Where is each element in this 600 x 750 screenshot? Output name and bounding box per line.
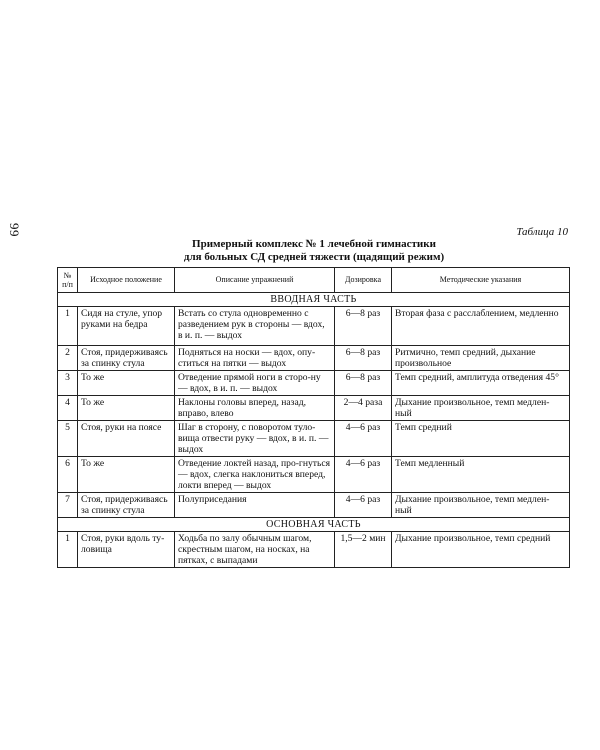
cell-dosage: 6—8 раз: [335, 307, 392, 346]
table-row: [58, 493, 570, 518]
page-number: 99: [7, 223, 22, 237]
cell-description: Шаг в сторону, с поворотом туло-вища отвести руку — вдох, в и. п. — выдох: [175, 421, 335, 457]
table-title: [60, 238, 568, 264]
header-description: Описание упражнений: [175, 268, 335, 293]
cell-position: Стоя, придерживаясь за спинку стула: [78, 346, 175, 371]
cell-num: 4: [58, 396, 78, 421]
cell-num: 1: [58, 532, 78, 568]
table-row: [58, 421, 570, 457]
cell-position: То же: [78, 396, 175, 421]
cell-position: Стоя, руки на поясе: [78, 421, 175, 457]
cell-notes: Темп медленный: [392, 457, 570, 493]
table-row: [58, 457, 570, 493]
exercise-table: [57, 267, 570, 568]
title-line-2: для больных СД средней тяжести (щадящий режим): [183, 251, 445, 263]
section-row: [58, 293, 570, 307]
cell-num: 2: [58, 346, 78, 371]
cell-notes: Дыхание произвольное, темп медлен-ный: [392, 493, 570, 518]
cell-dosage: 4—6 раз: [335, 493, 392, 518]
table-row: [58, 371, 570, 396]
cell-dosage: 4—6 раз: [335, 457, 392, 493]
cell-description: Отведение прямой ноги в сторо-ну — вдох, в и. п. — выдох: [175, 371, 335, 396]
header-notes: Методические указания: [392, 268, 570, 293]
cell-num: 6: [58, 457, 78, 493]
cell-num: 7: [58, 493, 78, 518]
table-row: [58, 346, 570, 371]
cell-notes: Дыхание произвольное, темп средний: [392, 532, 570, 568]
section-title: ВВОДНАЯ ЧАСТЬ: [58, 293, 570, 307]
table-row: [58, 532, 570, 568]
cell-position: Сидя на стуле, упор руками на бедра: [78, 307, 175, 346]
section-row: [58, 518, 570, 532]
cell-description: Отведение локтей назад, про-гнуться — вдох, слегка наклониться вперед, локти вперед — выдох: [175, 457, 335, 493]
table-row: [58, 307, 570, 346]
header-dosage: Дозировка: [335, 268, 392, 293]
cell-notes: Ритмично, темп средний, дыхание произвольное: [392, 346, 570, 371]
table-body: [58, 293, 570, 568]
section-title: ОСНОВНАЯ ЧАСТЬ: [58, 518, 570, 532]
header-position: Исходное положение: [78, 268, 175, 293]
table-row: [58, 396, 570, 421]
cell-description: Подняться на носки — вдох, опу-ститься на пятки — выдох: [175, 346, 335, 371]
cell-dosage: 6—8 раз: [335, 371, 392, 396]
cell-notes: Вторая фаза с расслаблением, медленно: [392, 307, 570, 346]
cell-dosage: 6—8 раз: [335, 346, 392, 371]
cell-description: Встать со стула одновременно с разведением рук в стороны — вдох, в и. п. — выдох: [175, 307, 335, 346]
cell-description: Полуприседания: [175, 493, 335, 518]
cell-notes: Дыхание произвольное, темп медлен-ный: [392, 396, 570, 421]
cell-position: Стоя, руки вдоль ту-ловища: [78, 532, 175, 568]
cell-dosage: 2—4 раза: [335, 396, 392, 421]
header-num: № п/п: [58, 268, 78, 293]
cell-dosage: 1,5—2 мин: [335, 532, 392, 568]
cell-position: То же: [78, 371, 175, 396]
cell-description: Наклоны головы вперед, назад, вправо, влево: [175, 396, 335, 421]
header-row: [58, 268, 570, 293]
cell-notes: Темп средний: [392, 421, 570, 457]
cell-dosage: 4—6 раз: [335, 421, 392, 457]
table-label: Таблица 10: [516, 226, 568, 238]
cell-num: 1: [58, 307, 78, 346]
cell-position: Стоя, придерживаясь за спинку стула: [78, 493, 175, 518]
cell-notes: Темп средний, амплитуда отведения 45°: [392, 371, 570, 396]
cell-num: 5: [58, 421, 78, 457]
cell-description: Ходьба по залу обычным шагом, скрестным шагом, на носках, на пятках, с выпадами: [175, 532, 335, 568]
title-line-1: Примерный комплекс № 1 лечебной гимнастики: [192, 238, 436, 250]
cell-position: То же: [78, 457, 175, 493]
cell-num: 3: [58, 371, 78, 396]
